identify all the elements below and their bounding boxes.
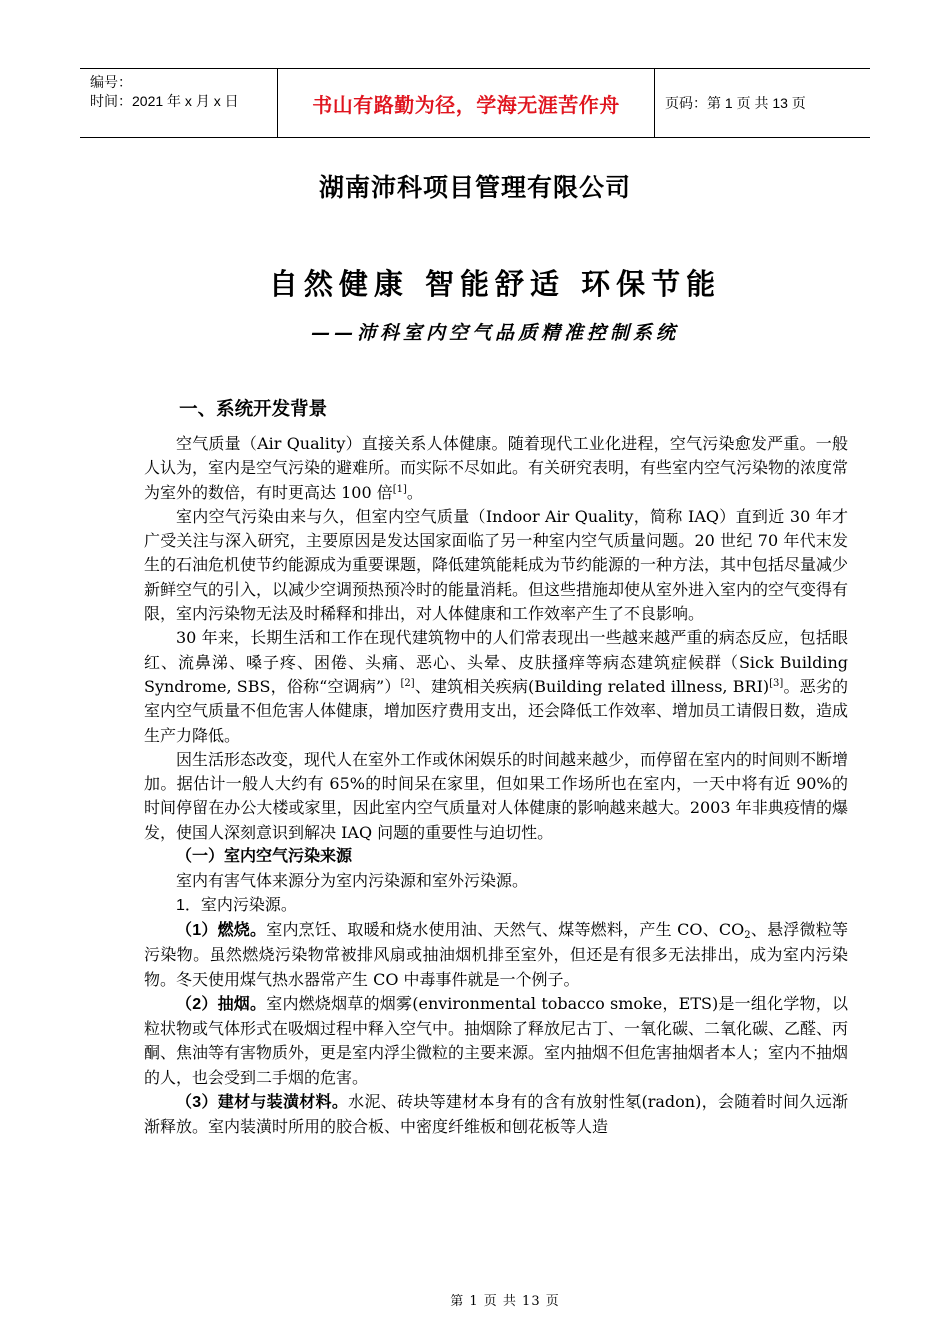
paragraph-text: 水泥、砖块等建材本身有的含有放射性氡(radon)，会随着时间久远渐渐释放。室内装潢时所用的胶合板、中密度纤维板和刨花板等人造 bbox=[144, 1092, 848, 1137]
paragraph-text: 、建筑相关疾病(Building related illness, BRI) bbox=[414, 676, 770, 696]
paragraph-sbs bbox=[144, 626, 848, 747]
paragraph-smoking bbox=[144, 992, 848, 1090]
paragraph-text: 。 bbox=[406, 482, 423, 502]
paragraph-text: 。恶劣的室内空气质量不但危害人体健康，增加医疗费用支出，还会降低工作效率、增加员工请假日数，造成生产力降低。 bbox=[144, 676, 849, 745]
number-label: 编号： bbox=[90, 74, 132, 90]
paragraph-text: 、悬浮微粒等污染物。虽然燃烧污染物常被排风扇或抽油烟机排至室外，但还是有很多无法排出，成为室内污染物。冬天使用煤气热水器常产生 CO 中毒事件就是一个例子。 bbox=[144, 919, 848, 989]
paragraph-text: 30 年来，长期生活和工作在现代建筑物中的人们常表现出一些越来越严重的病态反应，包括眼红、流鼻涕、嗓子疼、困倦、头痛、恶心、头晕、皮肤搔痒等病态建筑症候群（Sick Building Syndrome, SBS，俗称“空调病”） bbox=[144, 628, 848, 696]
list-item-indoor-source: 1．室内污染源。 bbox=[176, 896, 297, 914]
paragraph-text: 空气质量（Air Quality）直接关系人体健康。随着现代工业化进程，空气污染愈发严重。一般人认为，室内是空气污染的避难所。而实际不尽如此。有关研究表明，有些室内空气污染物的浓度常为室外的数倍，有时更高达 100 倍 bbox=[144, 434, 849, 502]
slogan-title: 自然健康 智能舒适 环保节能 bbox=[268, 267, 722, 301]
subscript: 2 bbox=[744, 929, 751, 941]
time-label: 时间：2021 年 x 月 x 日 bbox=[90, 93, 239, 109]
company-name: 湖南沛科项目管理有限公司 bbox=[318, 174, 631, 202]
header-table bbox=[80, 68, 870, 138]
paragraph-sources-intro: 室内有害气体来源分为室内污染源和室外污染源。 bbox=[176, 871, 529, 891]
reference-mark: [1] bbox=[392, 483, 407, 495]
paragraph-air-quality bbox=[144, 432, 848, 505]
lead-term: （3）建材与装潢材料。 bbox=[176, 1094, 349, 1112]
paragraph-combustion bbox=[144, 918, 848, 992]
reference-mark: [2] bbox=[400, 677, 415, 689]
paragraph-text: 室内烹饪、取暖和烧水使用油、天然气、煤等燃料，产生 CO、CO bbox=[266, 919, 745, 939]
section-heading: 一、系统开发背景 bbox=[179, 398, 328, 419]
page-footer: 第 1 页 共 13 页 bbox=[450, 1294, 560, 1309]
header-meta-cell bbox=[80, 69, 278, 137]
paragraph-text: 室内燃烧烟草的烟雾(environmental tobacco smoke，ETS)是一组化学物，以粒状物或气体形式在吸烟过程中释入空气中。抽烟除了释放尼古丁、一氧化碳、二氧化碳、乙醛、丙酮、焦油等有害物质外，更是室内浮尘微粒的主要来源。室内抽烟不但危害抽烟者本人；室内不抽烟的人，也会受到二手烟的危害。 bbox=[144, 993, 849, 1087]
paragraph-iaq-history: 室内空气污染由来与久，但室内空气质量（Indoor Air Quality，简称 IAQ）直到近 30 年才广受关注与深入研究，主要原因是发达国家面临了另一种室内空气质量问题。20 世纪 70 年代末发生的石油危机使节约能源成为重要课题，降低建筑能耗成为节约能源的一种方法，其中包括尽量减少新鲜空气的引入，以减少空调预热预冷时的能量消耗。但这些措施却使从室外进入室内的空气变得有限，室内污染物无法及时稀释和排出，对人体健康和工作效率产生了不良影响。 bbox=[144, 506, 849, 624]
page-info: 页码：第 1 页 共 13 页 bbox=[665, 95, 806, 111]
subtitle: ——沛科室内空气品质精准控制系统 bbox=[310, 322, 679, 344]
lead-term: （1）燃烧。 bbox=[176, 921, 267, 939]
reference-mark: [3] bbox=[769, 677, 784, 689]
paragraph-materials bbox=[144, 1090, 848, 1140]
subsection-heading: （一）室内空气污染来源 bbox=[176, 848, 353, 866]
lead-term: （2）抽烟。 bbox=[176, 995, 267, 1013]
document-body bbox=[144, 396, 848, 1140]
paragraph-lifestyle: 因生活形态改变，现代人在室外工作或休闲娱乐的时间越来越少，而停留在室内的时间则不断增加。据估计一般人大约有 65%的时间呆在家里，但如果工作场所也在室内，一天中将有近 90%的时间停留在办公大楼或家里，因此室内空气质量对人体健康的影响越来越大。2003 年非典疫情的爆发，使国人深刻意识到解决 IAQ 问题的重要性与迫切性。 bbox=[144, 749, 849, 842]
motto: 书山有路勤为径，学海无涯苦作舟 bbox=[278, 69, 655, 137]
